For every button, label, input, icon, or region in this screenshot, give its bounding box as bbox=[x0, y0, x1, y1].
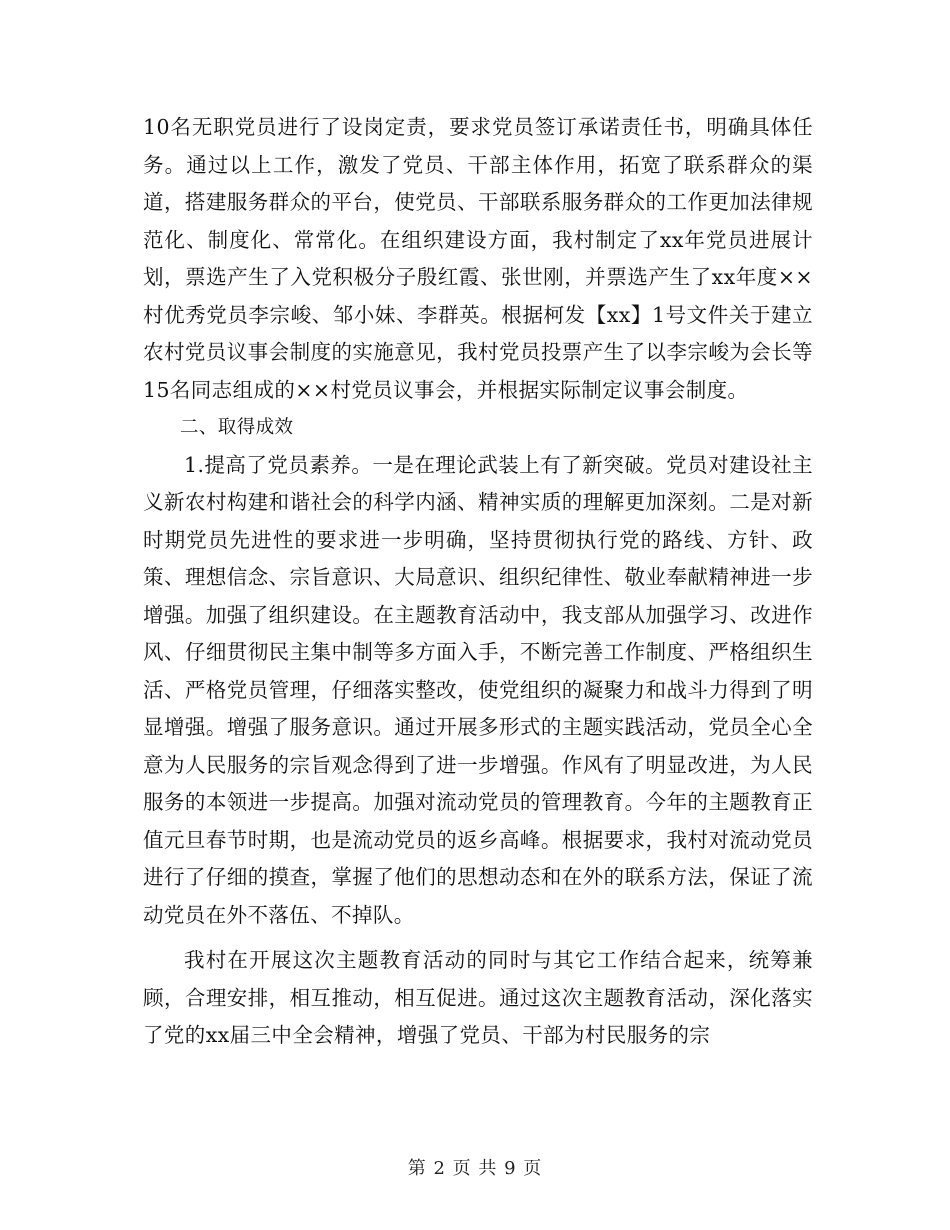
paragraph-continuation: 10名无职党员进行了设岗定责，要求党员签订承诺责任书，明确具体任务。通过以上工作，激发了党员、干部主体作用，拓宽了联系群众的渠道，搭建服务群众的平台，使党员、干部联系服务群众的工作更加法律规范化、制度化、常常化。在组织建设方面，我村制定了xx年党员进展计划，票选产生了入党积极分子殷红霞、张世刚，并票选产生了xx年度××村优秀党员李宗峻、邹小妹、李群英。根据柯发【xx】1号文件关于建立农村党员议事会制度的实施意见，我村党员投票产生了以李宗峻为会长等15名同志组成的××村党员议事会，并根据实际制定议事会制度。 bbox=[143, 115, 813, 402]
page-number-footer: 第 2 页 共 9 页 bbox=[407, 1158, 543, 1179]
document-body bbox=[143, 109, 813, 1055]
paragraph-achievements: 1.提高了党员素养。一是在理论武装上有了新突破。党员对建设社主义新农村构建和谐社会的科学内涵、精神实质的理解更加深刻。二是对新时期党员先进性的要求进一步明确，坚持贯彻执行党的路线、方针、政策、理想信念、宗旨意识、大局意识、组织纪律性、敬业奉献精神进一步增强。加强了组织建设。在主题教育活动中，我支部从加强学习、改进作风、仔细贯彻民主集中制等多方面入手，不断完善工作制度、严格组织生活、严格党员管理，仔细落实整改，使党组织的凝聚力和战斗力得到了明显增强。增强了服务意识。通过开展多形式的主题实践活动，党员全心全意为人民服务的宗旨观念得到了进一步增强。作风有了明显改进，为人民服务的本领进一步提高。加强对流动党员的管理教育。今年的主题教育正值元旦春节时期，也是流动党员的返乡高峰。根据要求，我村对流动党员进行了仔细的摸查，掌握了他们的思想动态和在外的联系方法，保证了流动党员在外不落伍、不掉队。 bbox=[143, 452, 813, 927]
paragraph-summary: 我村在开展这次主题教育活动的同时与其它工作结合起来，统筹兼顾，合理安排，相互推动，相互促进。通过这次主题教育活动，深化落实了党的xx届三中全会精神，增强了党员、干部为村民服务的宗 bbox=[143, 948, 813, 1047]
section-heading: 二、取得成效 bbox=[180, 417, 294, 438]
